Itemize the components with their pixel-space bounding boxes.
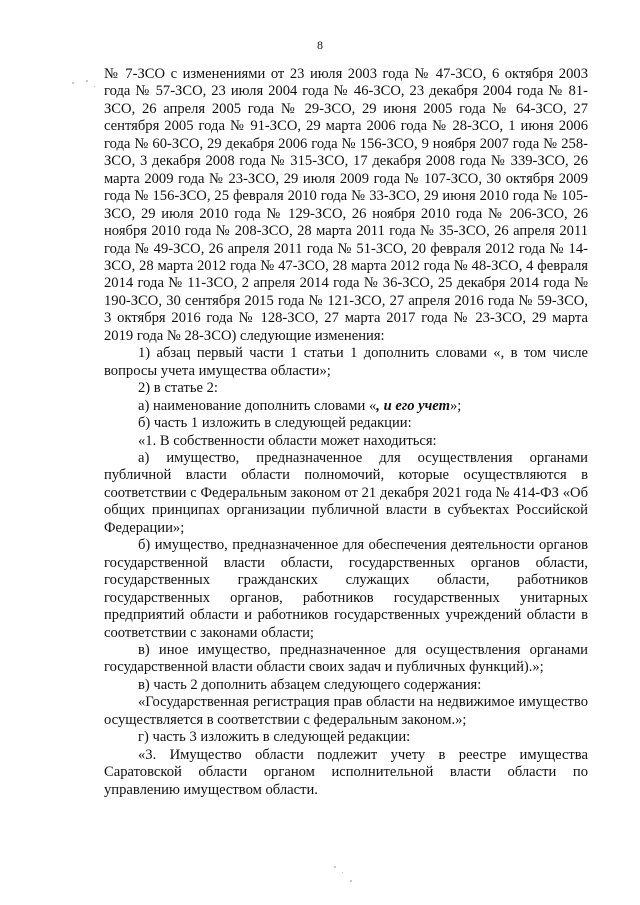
item-2a-text-before: а) наименование дополнить словами « — [138, 397, 377, 414]
amendment-item-2: 2) в статье 2: — [138, 380, 218, 397]
scan-speck — [334, 866, 336, 868]
amendment-item-2c: в) часть 2 дополнить абзацем следующего содержания: — [138, 676, 482, 693]
amendment-item-2d: г) часть 3 изложить в следующей редакции: — [138, 729, 411, 746]
item-2a-text-after: »; — [449, 397, 462, 414]
quoted-point-a: а) имущество, предназначенное для осуществления органами публичной власти области полномочий, которые осуществляются в соответствии с Федеральным законом от 21 декабря 2021 года № 414-ФЗ «Об общих принципах организации публичной власти в субъектах Российской Федерации»; — [104, 449, 588, 536]
page-number: 8 — [317, 38, 323, 52]
scan-speck — [86, 80, 88, 82]
amendment-item-1: 1) абзац первый части 1 статьи 1 дополнить словами «, в том числе вопросы учета имущества области»; — [104, 345, 588, 379]
amendment-item-2b: б) часть 1 изложить в следующей редакции: — [138, 415, 412, 432]
document-body — [104, 66, 588, 799]
quoted-point-b: б) имущество, предназначенное для обеспечения деятельности органов государственной власти области, государственных органов области, государственных гражданских служащих области, работников государственных органов, работников государственных унитарных предприятий области и работников государственных учреждений области в соответствии с законами области; — [104, 537, 588, 641]
quoted-part-1-heading: «1. В собственности области может находиться: — [138, 432, 437, 449]
amendment-item-2a — [104, 398, 588, 415]
scan-speck — [342, 872, 343, 873]
scan-speck — [94, 86, 95, 87]
scan-speck — [350, 880, 352, 882]
intro-paragraph: № 7-ЗСО с изменениями от 23 июля 2003 года № 47-ЗСО, 6 октября 2003 года № 57-ЗСО, 23 июля 2004 года № 46-ЗСО, 23 декабря 2004 года № 81-ЗСО, 26 апреля 2005 года № 29-ЗСО, 29 июня 2005 года № 64-ЗСО, 27 сентября 2005 года № 91-ЗСО, 29 марта 2006 года № 28-ЗСО, 1 июня 2006 года № 60-ЗСО, 29 декабря 2006 года № 156-ЗСО, 9 ноября 2007 года № 258-ЗСО, 3 декабря 2008 года № 315-ЗСО, 17 декабря 2008 года № 339-ЗСО, 26 марта 2009 года № 23-ЗСО, 29 июля 2009 года № 107-ЗСО, 30 октября 2009 года № 156-ЗСО, 25 февраля 2010 года № 33-ЗСО, 29 июня 2010 года № 105-ЗСО, 29 июля 2010 года № 129-ЗСО, 26 ноября 2010 года № 206-ЗСО, 26 ноября 2010 года № 208-ЗСО, 28 марта 2011 года № 35-ЗСО, 26 апреля 2011 года № 49-ЗСО, 26 апреля 2011 года № 51-ЗСО, 20 февраля 2012 года № 14-ЗСО, 28 марта 2012 года № 47-ЗСО, 28 марта 2012 года № 48-ЗСО, 4 февраля 2014 года № 11-ЗСО, 2 апреля 2014 года № 36-ЗСО, 25 декабря 2014 года № 190-ЗСО, 30 сентября 2015 года № 121-ЗСО, 27 апреля 2016 года № 59-ЗСО, 3 октября 2016 года № 128-ЗСО, 27 марта 2017 года № 23-ЗСО, 29 марта 2019 года № 28-ЗСО) следующие изменения: — [104, 66, 588, 344]
quoted-point-c: в) иное имущество, предназначенное для осуществления органами государственной власти области своих задач и публичных функций).»; — [104, 641, 588, 676]
quoted-part-3: «3. Имущество области подлежит учету в реестре имущества Саратовской области органом исполнительной власти области по управлению имуществом области. — [104, 746, 588, 798]
item-2a-emphasis: , и его учет — [376, 397, 450, 414]
quoted-registration-paragraph: «Государственная регистрация прав области на недвижимое имущество осуществляется в соответствии с федеральным законом.»; — [104, 694, 588, 728]
scan-speck — [72, 82, 74, 84]
